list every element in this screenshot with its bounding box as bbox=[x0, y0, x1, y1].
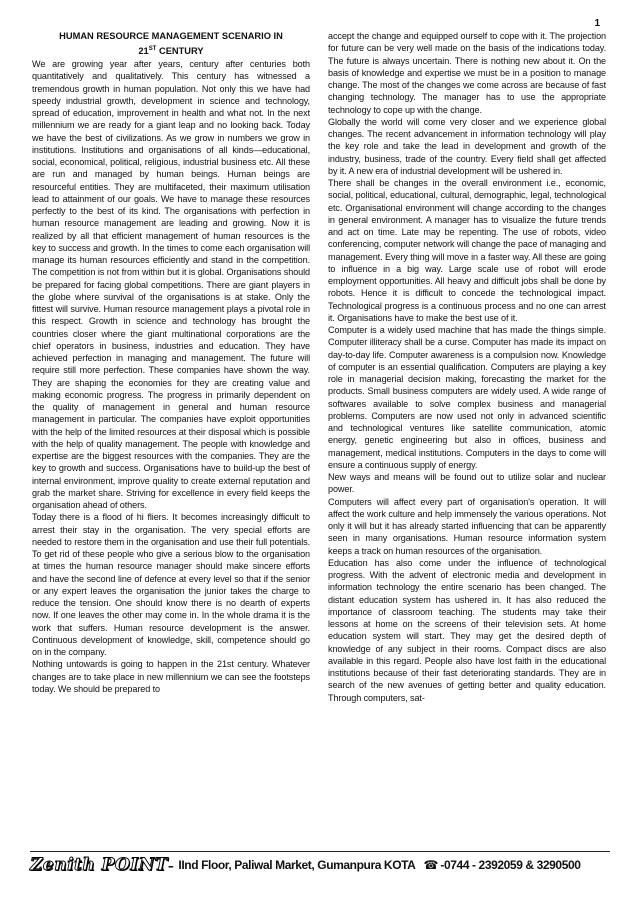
zenith-point-logo bbox=[30, 855, 174, 875]
telephone-icon: ☎ bbox=[423, 858, 439, 872]
paragraph: New ways and means will be found out to utilize solar and nuclear power. bbox=[328, 472, 606, 495]
title-line-2 bbox=[32, 43, 310, 58]
paragraph: Globally the world will come very closer and we experience global changes. The recent advancement in information technology will play the key role and take the lead in development and growth of the industry, business, trade of the country. Every field shall get affected by it. A new era of industrial development will be ushered in. bbox=[328, 116, 606, 176]
page-number: 1 bbox=[594, 18, 600, 29]
page-footer bbox=[30, 851, 610, 875]
paragraph: Today there is a flood of hi fliers. It becomes increasingly difficult to arrest their stay in the organisation. The very special efforts are needed to restore them in the organisation and use their full potentials. To get rid of these people who give a serious blow to the organisation at times the human resource manager should make sincere efforts and have the second line of defence at every level so that if the senior or any expert leaves the organisation the junior takes the charge to reduce the tension. One should know there is no dearth of experts now. If one leaves the other may come in. In the whole drama it is the work that suffers. Human resource development is the answer. Continuous development of knowledge, skill, competence should go on in the company. bbox=[32, 512, 310, 658]
title-century-word: CENTURY bbox=[156, 45, 204, 56]
logo-text: Zenith POINT bbox=[30, 855, 168, 875]
article-title bbox=[32, 30, 310, 57]
logo-dash: – bbox=[167, 859, 175, 873]
paragraph: Computer is a widely used machine that has made the things simple. Computer illiteracy shall be a curse. Computer has made its impact on day-to-day life. Computer awareness is a compulsion now. Knowledge of computer is an essential qualification. Computers are playing a key role in managerial decision making, forecasting the market for the products. Small business computers are widely used. A wide range of softwares available to solve complex business and managerial problems. Computers are now used not only in advanced scientific and technological ventures like satellite communication, atomic energy, genetic engineering but also in offices, business and management, medical institutions. Computers in the days to come will ensure a continuous supply of energy. bbox=[328, 325, 606, 470]
footer-phone: -0744 - 2392059 & 3290500 bbox=[440, 858, 581, 872]
title-century-suffix: ST bbox=[148, 45, 157, 52]
article-columns bbox=[32, 30, 606, 848]
footer-address: IInd Floor, Paliwal Market, Gumanpura KOTA bbox=[178, 858, 416, 872]
title-line-1: HUMAN RESOURCE MANAGEMENT SCENARIO IN bbox=[59, 31, 283, 41]
paragraph: Nothing untowards is going to happen in the 21st century. Whatever changes are to take place in new millennium we can see the footsteps today. We should be prepared to bbox=[32, 659, 310, 694]
paragraph: Computers will affect every part of organisation's operation. It will affect the work culture and help immensely the various operations. Not only it will but it has already started influencing that can be apparently seen in many organisations. Human resource information system keeps a track on human resources of the organisation. bbox=[328, 496, 606, 556]
title-century-number: 21 bbox=[138, 45, 149, 56]
paragraph: Education has also come under the influence of technological progress. With the advent of electronic media and development in information technology the entire scenario has been changed. The distant education system has ushered in. It has also reduced the importance of classroom teaching. The students may take their lessons at home on the screens of their television sets. At home education system will start. They may get the desired depth of knowledge of any subject in their rooms. Compact discs are also available in this regard. People also have lost faith in the educational institutions because of their fast deteriorating standards. They are in search of the new avenues of getting better and quality education. Through computers, sat- bbox=[328, 557, 606, 703]
paragraph: We are growing year after years, century after centuries both quantitatively and qualitatively. This century has witnessed a tremendous growth in human population. Not only this we have had speedy industrial growth, development in science and technology, spread of education, improvement in health and what not. In the next millennium we are ready for a giant leap and no looking back. Today we have the best of civilizations. As we grow in numbers we grow in institutions. Institutions and organisations of all kinds—educational, social, economical, political, religious, industrial business etc. All these are run and managed by human beings. Human beings are resourceful entities. They are multifaceted, their maximum utilisation lead to attainment of our goals. We have to manage these resources perfectly to the best of its kind. The organisations with perfection in human resource management are leading and growing. Now it is realized by all that efficient management of human resources is the key to success and growth. In the times to come each organisation will manage its human resources efficiently and stand in the competition. The competition is not from within but it is global. Organisations should be prepared for facing global competitions. There are giant players in the globe where survival of the organisations is at stake. Only the fittest will survive. Human resource management plays a pivotal role in this respect. Growth in science and technology has brought the countries closer where the giant multinational corporations are the chief operators in business, industries and education. They have achieved perfection in managing and management. The future will require still more perfection. These companies have shown the way. They are shaping the economies for they are creating value and making economic progress. The progress in primarily dependent on the quality of management in general and human resource management in particular. The companies have exploit opportunities with the help of the limited resources at their disposal which is possible with the help of quality management. The people with knowledge and expertise are the biggest resources with the companies. They are the key to growth and success. Organisations have to build-up the best of internal environment, improve quality to create external reputation and grab the market share. Striving for excellence in every field keeps the organisation ahead of others. bbox=[32, 59, 310, 511]
paragraph: There shall be changes in the overall environment i.e., economic, social, political, educational, cultural, demographic, legal, technological etc. Organisational environment will change according to the changes in general environment. A manager has to visualize the future trends and act on time. Late may be repenting. The use of robots, video conferencing, computer network will change the pace of managing and management. Every thing will move in a faster way. All these are going to influence in a big way. Large scale use of robot will erode employment opportunities. All heavy and difficult jobs shall be done by robots. Hence it is difficult to concede the technological impact. Technological progress is a continuous process and no one can arrest it. Organisations have to make the best use of it. bbox=[328, 178, 606, 323]
paragraph: accept the change and equipped ourself to cope with it. The projection for future can be very well made on the basis of the indications today. The future is always uncertain. There is nothing new about it. On the basis of knowledge and expertise we must be in a position to manage change. The most of the changes we come across are because of fast changing technology. The manager has to use the appropriate technology to cope up with the change. bbox=[328, 31, 606, 115]
left-column bbox=[32, 30, 310, 848]
right-column bbox=[328, 30, 606, 848]
